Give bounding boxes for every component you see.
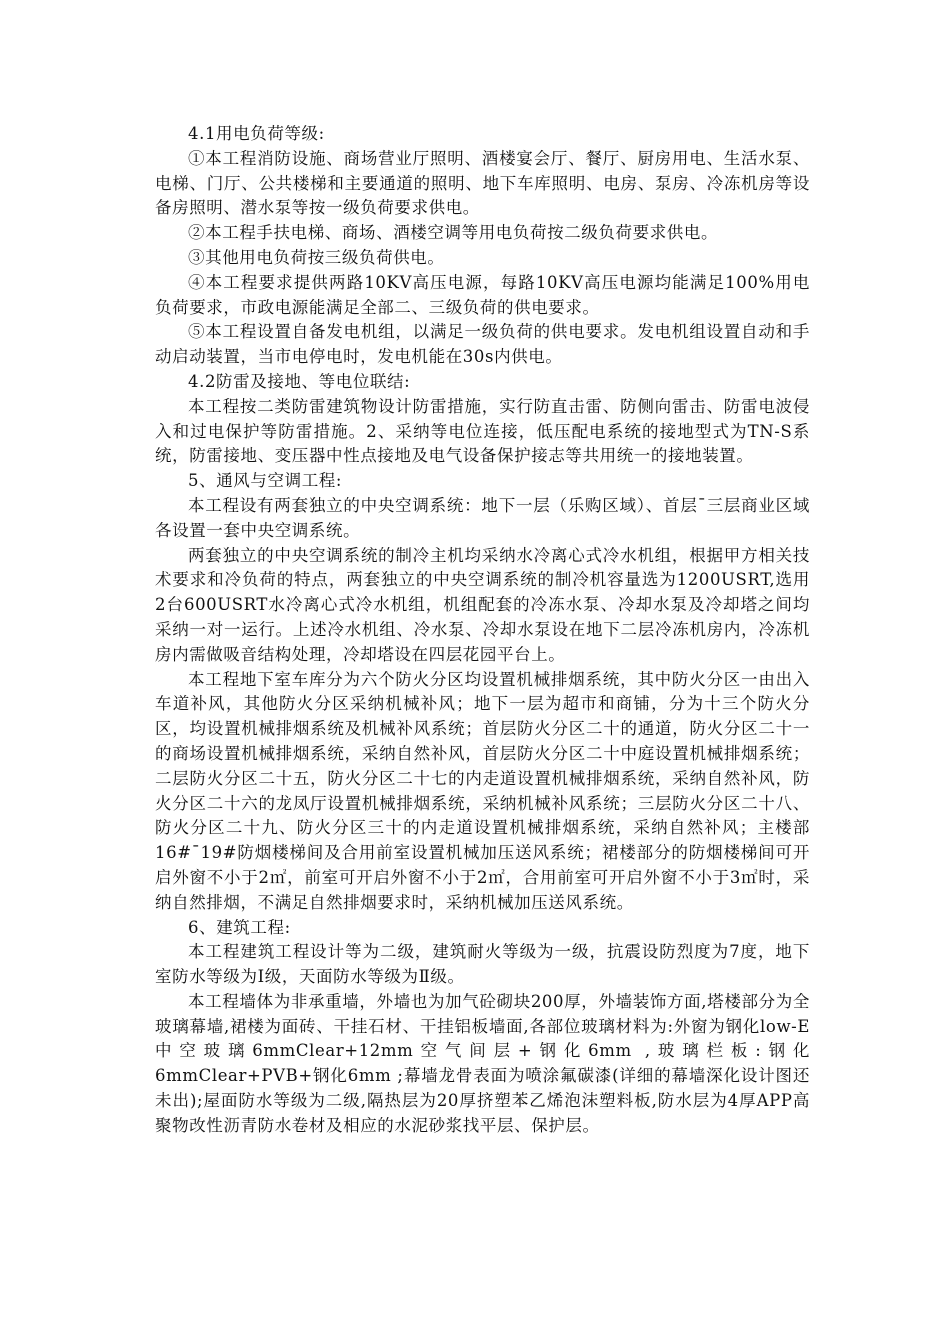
- document-page: [155, 122, 810, 1139]
- section-5-body-1: 本工程设有两套独立的中央空调系统：地下一层（乐购区域）、首层¯三层商业区域各设置一套中央空调系统。: [155, 495, 810, 540]
- section-5-body-3: 本工程地下室车库分为六个防火分区均设置机械排烟系统，其中防火分区一由出入车道补风，其他防火分区采纳机械补风；地下一层为超市和商铺，分为十三个防火分区，均设置机械排烟系统及机械补风系统；首层防火分区二十的通道，防火分区二十一的商场设置机械排烟系统，采纳自然补风，首层防火分区二十中庭设置机械排烟系统；二层防火分区二十五，防火分区二十七的内走道设置机械排烟系统，采纳自然补风，防火分区二十六的龙凤厅设置机械排烟系统，采纳机械补风系统；三层防火分区二十八、防火分区二十九、防火分区三十的内走道设置机械排烟系统，采纳自然补风；主楼部16#¯19#防烟楼梯间及合用前室设置机械加压送风系统；裙楼部分的防烟楼梯间可开启外窗不小于2㎡，前室可开启外窗不小于2㎡，合用前室可开启外窗不小于3㎡时，采纳自然排烟，不满足自然排烟要求时，采纳机械加压送风系统。: [155, 669, 810, 912]
- section-4-1-heading: 4.1用电负荷等级:: [188, 124, 325, 143]
- section-4-2-heading: 4.2防雷及接地、等电位联结:: [188, 371, 411, 391]
- section-4-1-item-2: ②本工程手扶电梯、商场、酒楼空调等用电负荷按二级负荷要求供电。: [188, 223, 719, 243]
- section-5-body-2: 两套独立的中央空调系统的制冷主机均采纳水冷离心式冷水机组，根据甲方相关技术要求和冷负荷的特点，两套独立的中央空调系统的制冷机容量选为1200USRT,选用2台600USRT水冷离心式冷水机组，机组配套的冷冻水泵、冷却水泵及冷却塔之间均采纳一对一运行。上述冷水机组、冷水泵、冷却水泵设在地下二层冷冻机房内，冷冻机房内需做吸音结构处理，冷却塔设在四层花园平台上。: [155, 545, 810, 664]
- section-4-2-body: 本工程按二类防雷建筑物设计防雷措施，实行防直击雷、防侧向雷击、防雷电波侵入和过电保护等防雷措施。2、采纳等电位连接，低压配电系统的接地型式为TN-S系统，防雷接地、变压器中性点接地及电气设备保护接志等共用统一的接地装置。: [155, 396, 810, 466]
- section-4-1-item-5: ⑤本工程设置自备发电机组，以满足一级负荷的供电要求。发电机组设置自动和手动启动装置，当市电停电时，发电机能在30s内供电。: [155, 322, 810, 367]
- section-5-heading: 5、通风与空调工程:: [188, 471, 343, 491]
- section-4-1-item-4: ④本工程要求提供两路10KV高压电源，每路10KV高压电源均能满足100%用电负荷要求，市政电源能满足全部二、三级负荷的供电要求。: [155, 272, 810, 317]
- section-6-body-1: 本工程建筑工程设计等为二级，建筑耐火等级为一级，抗震设防烈度为7度，地下室防水等级为Ⅰ级，天面防水等级为Ⅱ级。: [155, 942, 810, 987]
- section-6-body-2: 本工程墙体为非承重墙，外墙也为加气砼砌块200厚，外墙装饰方面,塔楼部分为全玻璃幕墙,裙楼为面砖、干挂石材、干挂铝板墙面,各部位玻璃材料为:外窗为钢化low-E中空玻璃6mmClear+12mm空气间层+钢化6mm ,玻璃栏板:钢化6mmClear+PVB+钢化6mm ;幕墙龙骨表面为喷涂氟碳漆(详细的幕墙深化设计图还未出);屋面防水等级为二级,隔热层为20厚挤塑苯乙烯泡沫塑料板,防水层为4厚APP高聚物改性沥青防水卷材及相应的水泥砂浆找平层、保护层。: [155, 991, 810, 1135]
- section-4-1-item-1: ①本工程消防设施、商场营业厅照明、酒楼宴会厅、餐厅、厨房用电、生活水泵、电梯、门厅、公共楼梯和主要通道的照明、地下车库照明、电房、泵房、冷冻机房等设备房照明、潜水泵等按一级负荷要求供电。: [155, 148, 810, 218]
- section-4-1-item-3: ③其他用电负荷按三级负荷供电。: [188, 247, 445, 267]
- section-6-heading: 6、建筑工程:: [188, 917, 291, 937]
